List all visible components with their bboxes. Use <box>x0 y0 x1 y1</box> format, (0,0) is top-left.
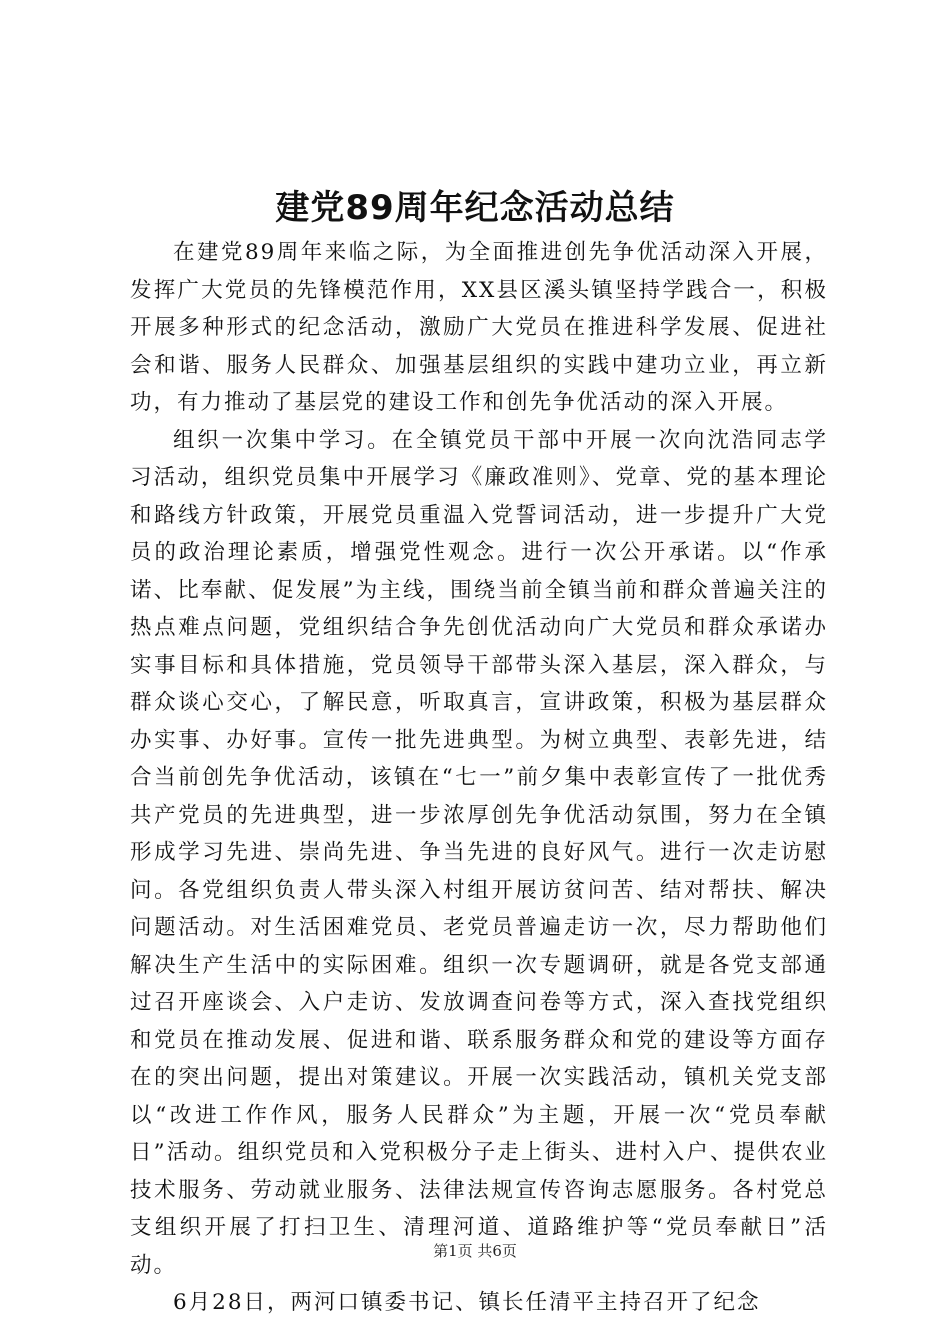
page-number-indicator: 第1页 共6页 <box>433 1242 517 1260</box>
document-title: 建党89周年纪念活动总结 <box>275 188 675 228</box>
document-body <box>130 234 828 1322</box>
paragraph-intro: 在建党89周年来临之际，为全面推进创先争优活动深入开展，发挥广大党员的先锋模范作用，XX县区溪头镇坚持学践合一，积极开展多种形式的纪念活动，激励广大党员在推进科学发展、促进社会和谐、服务人民群众、加强基层组织的实践中建功立业，再立新功，有力推动了基层党的建设工作和创先争优活动的深入开展。 <box>130 240 828 415</box>
paragraph-activities: 组织一次集中学习。在全镇党员干部中开展一次向沈浩同志学习活动，组织党员集中开展学习《廉政准则》、党章、党的基本理论和路线方针政策，开展党员重温入党誓词活动，进一步提升广大党员的政治理论素质，增强党性观念。进行一次公开承诺。以“作承诺、比奉献、促发展”为主线，围绕当前全镇当前和群众普遍关注的热点难点问题，党组织结合争先创优活动向广大党员和群众承诺办实事目标和具体措施，党员领导干部带头深入基层，深入群众，与群众谈心交心，了解民意，听取真言，宣讲政策，积极为基层群众办实事、办好事。宣传一批先进典型。为树立典型、表彰先进，结合当前创先争优活动，该镇在“七一”前夕集中表彰宣传了一批优秀共产党员的先进典型，进一步浓厚创先争优活动氛围，努力在全镇形成学习先进、崇尚先进、争当先进的良好风气。进行一次走访慰问。各党组织负责人带头深入村组开展访贫问苦、结对帮扶、解决问题活动。对生活困难党员、老党员普遍走访一次，尽力帮助他们解决生产生活中的实际困难。组织一次专题调研，就是各党支部通过召开座谈会、入户走访、发放调查问卷等方式，深入查找党组织和党员在推动发展、促进和谐、联系服务群众和党的建设等方面存在的突出问题，提出对策建议。开展一次实践活动，镇机关党支部以“改进工作作风，服务人民群众”为主题，开展一次“党员奉献日”活动。组织党员和入党积极分子走上街头、进村入户、提供农业技术服务、劳动就业服务、法律法规宣传咨询志愿服务。各村党总支组织开展了打扫卫生、清理河道、道路维护等“党员奉献日”活动。 <box>130 427 828 1278</box>
page-footer <box>0 1241 950 1261</box>
paragraph-june-28: 6月28日，两河口镇委书记、镇长任清平主持召开了纪念 <box>173 1290 761 1315</box>
